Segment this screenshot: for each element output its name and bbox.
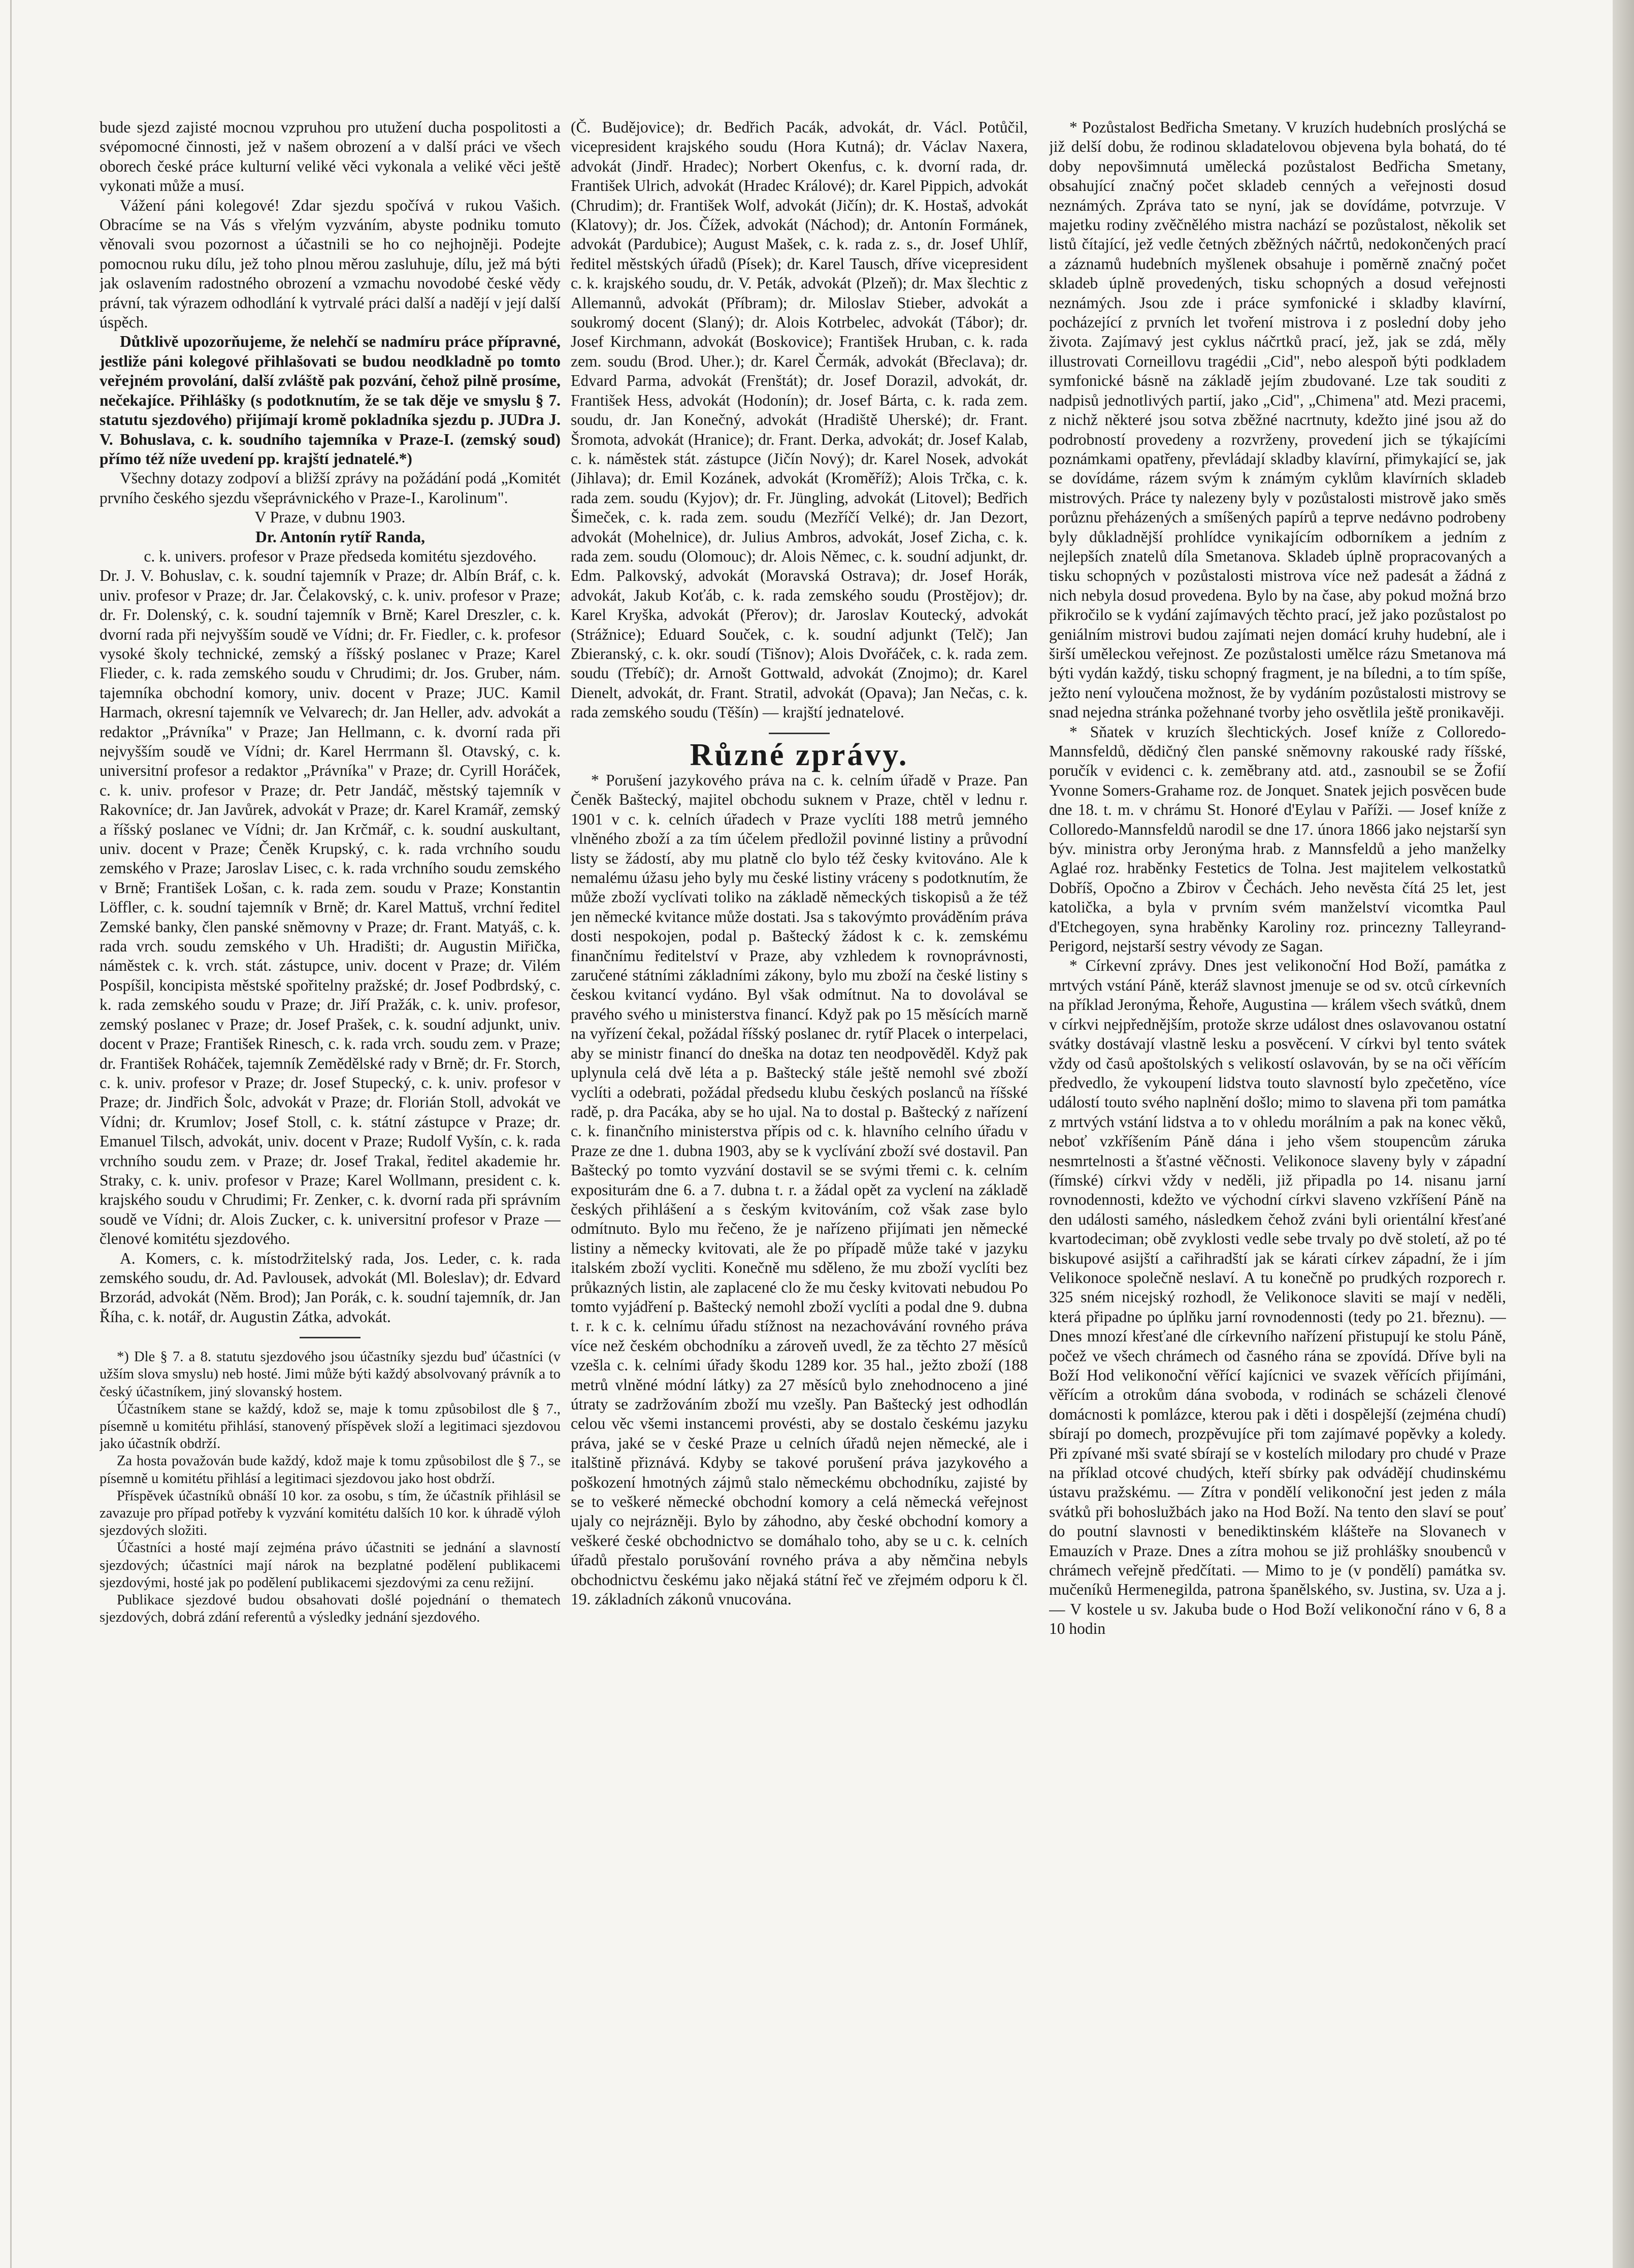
paragraph: Všechny dotazy zodpoví a bližší zprávy na požádání podá „Komitét prvního českého sjezdu všeprávnického v Praze-I., Karolinum".: [100, 469, 561, 507]
regional-list: (Č. Budějovice); dr. Bedřich Pacák, advokát, dr. Václ. Potůčil, vicepresident krajského soudu (Hora Kutná); dr. Václav Naxera, advokát (Jindř. Hradec); Norbert Okenfus, c. k. dvorní rada, dr. František Ulrich, advokát (Hradec Králové); dr. Karel Pippich, advokát (Chrudim); dr. František Wolf, advokát (Jičín); dr. K. Hostaš, advokát (Klatovy); dr. Jos. Čížek, advokát (Náchod); dr. Antonín Formánek, advokát (Pardubice); August Mašek, c. k. rada z. s., dr. Josef Uhlíř, ředitel městských úřadů (Písek); dr. Karel Tausch, dříve vicepresident c. k. krajského soudu, dr. V. Peták, advokát (Plzeň); dr. Max šlechtic z Allemannů, advokát (Příbram); dr. Miloslav Stieber, advokát a soukromý docent (Slaný); dr. Alois Kotrbelec, advokát (Tábor); dr. Josef Kirchmann, advokát (Boskovice); František Hruban, c. k. rada zem. soudu (Brod. Uher.); dr. Karel Čermák, advokát (Břeclava); dr. Edvard Parma, advokát (Frenštát); dr. Josef Dorazil, advokát, dr. František Hess, advokát (Hodonín); dr. Josef Bárta, c. k. rada zem. soudu, dr. Jan Konečný, advokát (Hradiště Uherské); dr. Frant. Šromota, advokát (Hranice); dr. Frant. Derka, advokát; dr. Josef Kalab, c. k. náměstek stát. zástupce (Jičín Nový); dr. Karel Nosek, advokát (Jihlava); dr. Emil Kozánek, advokát (Kroměříž); Alois Trčka, c. k. rada zem. soudu (Kyjov); dr. Fr. Jüngling, advokát (Litovel); Bedřich Šimeček, c. k. rada zem. soudu (Mezříčí Velké); dr. Jan Dezort, advokát (Mohelnice), dr. Julius Ambros, advokát, Josef Zicha, c. k. rada zem. soudu (Olomouc); dr. Alois Němec, c. k. soudní adjunkt, dr. Edm. Palkovský, advokát (Moravská Ostrava); dr. Josef Horák, advokát, Jakub Koťáb, c. k. rada zemského soudu (Prostějov); dr. Karel Kryška, advokát (Přerov); dr. Jaroslav Koutecký, advokát (Strážnice); Eduard Souček, c. k. soudní adjunkt (Telč); Jan Zbieranský, c. k. okr. soudí (Tišnov); Alois Dvořáček, c. k. rada zem. soudu (Třebíč); dr. Arnošt Gottwald, advokát (Znojmo); dr. Karel Dienelt, advokát, dr. Frant. Stratil, advokát (Opava); Jan Nečas, c. k. rada zemského soudu (Těšín) — krajští jednatelové.: [571, 118, 1028, 721]
footnote: Za hosta považován bude každý, kdož maje k tomu způsobilost dle § 7., se písemně u komitétu přihlásí a legitimaci sjezdovou jako host obdrží.: [100, 1453, 561, 1487]
signatory-title: c. k. univers. profesor v Praze předseda komitétu sjezdového.: [144, 547, 537, 565]
news-item: * Pozůstalost Bedřicha Smetany. V kruzích hudebních proslýchá se již delší dobu, že rodinou skladatelovou objevena byla bohatá, do té doby nepovšimnutá umělecká pozůstalost Bedřicha Smetany, obsahující značný počet skladeb cenných a veřejnosti dosud neznámých. Zpráva tato se nyní, jak se dovídáme, potvrzuje. V majetku rodiny zvěčnělého mistra nachází se pozůstalost, několik set listů čítající, jež vedle četných zběžných náčrtů, nedokončených prací a záznamů hudebních myšlenek obsahuje i poměrně značný počet skladeb úplně provedených, tisku schopných a dosud veřejnosti neznámých. Jsou zde i práce symfonické i skladby klavírní, pocházející z prvních let tvoření mistrova i z poslední doby jeho života. Zajímavý jest cyklus náčrtků prací, jež, jak se zdá, měly illustrovati Corneillovu tragédii „Cid", nebo alespoň býti podkladem symfonické básně na základě jejím zbudované. Lze tak souditi z nadpisů jednotlivých partií, jako „Cid", „Chimena" atd. Mezi pracemi, z nichž některé jsou sotva zběžné nacrtnuty, kdežto jiné jsou až do podrobností provedeny a rozvrženy, provedení jich se týkajícími poznámkami opatřeny, převládají skladby klavírní, přimykající se, jak se dovídáme, rázem svým k známým cyklům klavírních skladeb mistrových. Práce ty nalezeny byly v pozůstalosti mistrově jako směs porůznu přeházených a smíšených papírů a teprve nedávno podrobeny byly důkladnější prohlídce vynikajícím odborníkem a jedním z nejlepších znatelů díla Smetanova. Skladeb úplně propracovaných a tisku schopných v pozůstalosti mistrova více než padesát a žádná z nich nebyla dosud provedena. Bylo by na čase, aby pokud možná brzo přikročilo se k vydání zajímavých těchto prací, jež jako pozůstalost po geniálním mistrovi budou zajímati nejen domácí kruhy hudební, ale i širší uměleckou veřejnost. Ze pozůstalosti umělce rázu Smetanova má býti vydán každý, tisku schopný fragment, je na bíledni, a to tím spíše, ježto není vyloučena možnost, že by vydáním pozůstalosti mistrovy se snad nejedna stránka požehnané tvorby jeho osvětlila ještě pronikavěji.: [1049, 118, 1506, 721]
footnote: Příspěvek účastníků obnáší 10 kor. za osobu, s tím, že účastník přihlásil se zavazuje pro případ potřeby k vyzvání komitétu dalších 10 kor. k úhradě výloh sjezdových složiti.: [100, 1488, 561, 1539]
paragraph: bude sjezd zajisté mocnou vzpruhou pro utužení ducha pospolitosti a svépomocné činnosti, jež v našem obrození a v další práci ve všech oborech české práce kulturní veliké věci vykonala a veliké věci ještě vykonati může a musí.: [100, 118, 561, 195]
news-item: * Církevní zprávy. Dnes jest velikonoční Hod Boží, památka z mrtvých vstání Páně, kteráž slavnost jmenuje se od sv. otců církevních na příklad Jeronýma, Řehoře, Augustina — králem všech svátků, dnem v církvi nejpřednějším, protože skrze událost dnes oslavovanou ostatní svátky dostávají vlastně lesku a posvěcení. V církvi byl tento svátek vždy od časů apoštolských s velikostí oslavován, by se na oči věřícím předvedlo, že vykoupení lidstva touto slavností bylo zpečetěno, více událostí touto svého naplnění došlo; mimo to slavena při tom památka z mrtvých vstání lidstva a to v ohledu morálním a pak na konec věků, neboť vzkříšením Páně dána i jeho všem stoupencům záruka nesmrtelnosti a šťastné věčnosti. Velikonoce slaveny byly v západní (římské) církvi vždy v neděli, již připadla po 14. nisanu jarní rovnodennosti, kdežto ve východní církvi slaveno vzkříšení Páně na den události samého, následkem čehož zváni byli orientální křesťané kvartodeciman; obě zvyklosti vedle sebe trvaly po dvě století, až po té biskupové asijští a cařihradští jak se kárati církev západní, že i jím Velikonoce společně neslaví. A tu konečně po prudkých rozporech r. 325 sném nicejský rozhodl, že Velikonoce slaviti se mají v neděli, která připadne po úplňku jarní rovnodennosti (tedy po 21. březnu). — Dnes mnozí křesťané dle církevního nařízení přistupují ke stolu Páně, počež ve všech chrámech od časného rána se zpovídá. Dříve byli na Boží Hod velikonoční věřící kajícnici ve svazek věřících přijímáni, věřícím a otrokům dána svoboda, v rodinách se scházeli členové domácnosti k pomlázce, kterou pak i děti i dospělejší (zejména chudí) sbírají po domech, prozpěvujíce při tom zajímavé popěvky a koledy. Při zpívané mši svaté sbírají se v kostelích milodary pro chudé v Praze na příklad otcové chudých, kteří sbírky pak odvádějí chudinskému ústavu pražskému. — Zítra v pondělí velikonoční jest jeden z mála svátků při bohoslužbách jako na Hod Boží. Na tento den slaví se pouť do poutní slavnosti v benediktinském klášteře na Slovanech v Emauzích v Praze. Dnes a zítra mohou se již prohlášky snoubenců v chrámech veřejně předčítati. — Mimo to je (v pondělí) památka sv. mučeníků Hermenegilda, patrona španělského, sv. Justina, sv. Uza a j. — V kostele u sv. Jakuba bude o Hod Boží velikonoční ráno v 6, 8 a 10 hodin: [1049, 957, 1506, 1638]
news-item: * Sňatek v kruzích šlechtických. Josef kníže z Colloredo-Mannsfeldů, dědičný člen panské sněmovny rakouské rady říšské, poručík v evidenci c. k. zeměbrany atd. atd., zasnoubil se se Žofií Yvonne Somers-Grahame roz. de Jonquet. Snatek jejich posvěcen bude dne 18. t. m. v chrámu St. Honoré d'Eylau v Paříži. — Josef kníže z Colloredo-Mannsfeldů narodil se dne 17. února 1866 jako nejstarší syn býv. ministra orby Jeronýma hrab. z Mannsfeldů a jeho manželky Aglaé roz. hraběnky Festetics de Tolna. Jest majitelem velkostatků Dobříš, Opočno a Zbirov v Čechách. Jeho nevěsta čítá 25 let, jest katolička, a byla v prvním svém manželství vicomtka Paul d'Etchegoyen, syna hraběnky Karoliny roz. princezny Talleyrand-Perigord, nejstarší sestry vévody ze Sagan.: [1049, 722, 1506, 956]
date-line: V Praze, v dubnu 1903.: [254, 508, 406, 527]
signatory-name: Dr. Antonín rytíř Randa,: [255, 528, 425, 546]
divider: [300, 1337, 361, 1338]
footnote: Účastníci a hosté mají zejména právo účastniti se jednání a slavností sjezdových; účastníci mají nárok na bezplatné podělení publikacemi sjezdovými, hosté jak po podělení publikacemi sjezdovými za cenu režijní.: [100, 1540, 561, 1591]
footnote: *) Dle § 7. a 8. statutu sjezdového jsou účastníky sjezdu buď účastníci (v užším slova smyslu) neb hosté. Jimi může býti každý absolvovaný právník a to český účastníkem, jiný slovanský hostem.: [100, 1349, 561, 1400]
column-left: [100, 118, 561, 2149]
paragraph: Důtklivě upozorňujeme, že nelehčí se nadmíru práce přípravné, jestliže páni kolegové přihlašovati se budou neodkladně po tomto veřejném provolání, další zvláště pak pozvání, čehož pilně prosíme, nečekajíce. Přihlášky (s podotknutím, že se tak děje ve smyslu § 7. statutu sjezdového) přijímají kromě pokladníka sjezdu p. JUDra J. V. Bohuslava, c. k. soudního tajemníka v Praze-I. (zemský soud) přímo též níže uvedení pp. krajští jednatelé.*): [100, 333, 561, 468]
committee-list: Dr. J. V. Bohuslav, c. k. soudní tajemník v Praze; dr. Albín Bráf, c. k. univ. profesor v Praze; dr. Jar. Čelakovský, c. k. univ. profesor v Praze; dr. Fr. Dolenský, c. k. soudní tajemník v Brně; Karel Dreszler, c. k. dvorní rada při nejvyšším soudě ve Vídni; dr. Fr. Fiedler, c. k. profesor vysoké školy technické, zemský a říšský poslanec v Praze; Karel Flieder, c. k. rada zemského soudu v Chrudimi; dr. Jos. Gruber, nám. tajemníka obchodní komory, univ. docent v Praze; JUC. Kamil Harmach, okresní tajemník ve Velvarech; dr. Jan Heller, adv. advokát a redaktor „Právníka" v Praze; Jan Hellmann, c. k. dvorní rada při nejvyšším soudě ve Vídni; dr. Karel Herrmann šl. Otavský, c. k. universitní profesor a redaktor „Právníka" v Praze; dr. Cyrill Horáček, c. k. univ. profesor v Praze; dr. Petr Jandáč, městský tajemník v Rakovníce; dr. Jan Javůrek, advokát v Praze; dr. Karel Kramář, zemský a říšský poslanec ve Vídni; dr. Jan Krčmář, c. k. soudní auskultant, univ. docent v Praze; Čeněk Krupský, c. k. rada vrchního soudu zemského v Praze; Jaroslav Lisec, c. k. rada vrchního soudu zemského v Brně; František Lošan, c. k. rada zem. soudu v Praze; Konstantin Löffler, c. k. soudní tajemník v Brně; dr. Karel Mattuš, vrchní ředitel Zemské banky, člen panské sněmovny v Praze; dr. Frant. Matyáš, c. k. rada vrch. soudu zemského v Uh. Hradišti; dr. Augustin Miřička, náměstek c. k. vrch. stát. zástupce, univ. docent v Praze; dr. Vilém Pospíšil, koncipista městské spořitelny pražské; dr. Josef Podbrdský, c. k. rada zemského soudu v Praze; dr. Jiří Pražák, c. k. univ. profesor, zemský poslanec v Praze; dr. Josef Prašek, c. k. soudní adjunkt, univ. docent v Praze; František Rinesch, c. k. rada vrch. soudu zem. v Praze; dr. František Roháček, tajemník Zemědělské rady v Brně; dr. Fr. Storch, c. k. univ. profesor v Praze; dr. Josef Stupecký, c. k. univ. profesor v Praze; dr. Jindřich Šolc, advokát v Praze; dr. Florián Stoll, advokát ve Vídni; dr. Krumlov; Josef Stoll, c. k. státní zástupce v Praze; dr. Emanuel Tilsch, advokát, univ. docent v Praze; Rudolf Vyšín, c. k. rada vrchního soudu zem. v Praze; dr. Josef Trakal, ředitel akademie hr. Straky, c. k. univ. profesor v Praze; Karel Wollmann, president c. k. krajského soudu v Chrudimi; Fr. Zenker, c. k. dvorní rada při správním soudě ve Vídni; dr. Alois Zucker, c. k. universitní profesor v Praze — členové komitétu sjezdového.: [100, 567, 561, 1248]
page-edge: [1613, 0, 1634, 2268]
column-right: [1049, 118, 1506, 2149]
column-middle: [571, 118, 1028, 2149]
footnote: Publikace sjezdové budou obsahovati došlé pojednání o thematech sjezdových, dobrá zdání referentů a výsledky jednání sjezdového.: [100, 1592, 561, 1626]
delegates-list: A. Komers, c. k. místodržitelský rada, Jos. Leder, c. k. rada zemského soudu, dr. Ad. Pavlousek, advokát (Ml. Boleslav); dr. Edvard Brzorád, advokát (Něm. Brod); Jan Porák, c. k. soudní tajemník, dr. Jan Říha, c. k. notář, dr. Augustin Zátka, advokát.: [100, 1249, 561, 1326]
section-title: Různé zprávy.: [690, 737, 909, 772]
paragraph: Vážení páni kolegové! Zdar sjezdu spočívá v rukou Vašich. Obracíme se na Vás s vřelým vyzváním, abyste podniku tomuto věnovali svou pozornost a účastnili se ho co nejhojněji. Podejte pomocnou ruku dílu, jež toho plnou měrou zasluhuje, dílu, jež má býti jak oslavením radostného obrození a vzmachu novodobé české vědy právní, tak výrazem odhodlání k vytrvalé práci další a nadějí v její další úspěch.: [100, 196, 561, 332]
footnote: Účastníkem stane se každý, kdož se, maje k tomu způsobilost dle § 7., písemně u komitétu přihlásí, stanovený příspěvek složí a legitimaci sjezdovou jako účastník obdrží.: [100, 1401, 561, 1452]
footnote-block: [100, 1349, 561, 1626]
left-gutter: [0, 0, 12, 2268]
news-item: * Porušení jazykového práva na c. k. celním úřadě v Praze. Pan Čeněk Baštecký, majitel obchodu suknem v Praze, chtěl v lednu r. 1901 v c. k. celních úřadech v Praze vyclíti 188 metrů jemného vlněného zboží a za tím účelem předložil povinné listiny a průvodní listy se žádostí, aby mu platně clo bylo též česky kvitováno. Ale k nemalému úžasu jeho byly mu české listiny vráceny s podotknutím, že může zboží vyclívati toliko na základě německých tiskopisů a že též jen německé kvitance může dostati. Jsa s takovýmto prováděním práva dosti nespokojen, podal p. Baštecký žádost k c. k. zemskému finančnímu ředitelství v Praze, aby vzhledem k rovnoprávnosti, zaručené státními základními zákony, bylo mu zboží na české listiny s českou kvitancí vydáno. Byl však odmítnut. Na to dovolával se pravého svého u ministerstva financí. Když pak po 15 měsících marně na vyřízení čekal, požádal říšský poslanec dr. rytíř Placek o interpelaci, aby se ministr financí do dneška na dotaz ten neodpověděl. Když pak uplynula celá dvě léta a p. Baštecký stále ještě nemohl své zboží vyclíti a odebrati, požádal předsedu klubu českých poslanců na říšské radě, p. dra Pacáka, aby se ho ujal. Na to dostal p. Baštecký z nařízení c. k. finančního ministerstva přípis od c. k. hlavního celního úřadu v Praze ze dne 1. dubna 1903, aby se k vyclívání zboží své dostavil. Pan Baštecký po tomto vyzvání dostavil se se svými třemi c. k. celním expositurám dne 6. a 7. dubna t. r. a žádal opět za vyclení na základě českých přihlášení a s českým kvitováním, což však zase bylo odmítnuto. Bylo mu řečeno, že je nařízeno přijímati jen německé listiny a německy kvitovati, ale že po případě může také v jazyku italském zboží vycliti. Konečně mu sděleno, že mu zboží vyclíti bez průkazných listin, ale zaplacené clo že mu česky kvitovati nebudou Po tomto vyjádření p. Baštecký nemohl zboží vyclíti a podal dne 9. dubna t. r. k c. k. celnímu úřadu stížnost na nezachovávání rovného práva více než českém obchodníku a zároveň uvedl, že za těchto 27 měsíců vzešla c. k. celními úřady škodu 1289 kor. 35 hal., ježto zboží (188 metrů vlněné módní látky) za 27 měsíců bylo znehodnoceno a jiné útraty se zadržováním zboží mu vzešly. Pan Baštecký jest odhodlán celou věc všemi instancemi provésti, aby se dostalo českému jazyku práva, jaké se v české Praze u celních úřadů nejen německé, ale i italštině přiznává. Kdyby se takové porušení práva jazykového a poškození hmotných zájmů stalo německému obchodníku, zajisté by se to veškeré německé obchodní komory a celá německá veřejnost ujaly co nejrázněji. Bylo by záhodno, aby české obchodní komory a veškeré české obchodnictvo se domáhalo toho, aby se u c. k. celních úřadů přestalo porušování rovného práva a aby němčina nebyls obchodnictvu českému jako nějaká státní řeč ve zřejmém odporu k čl. 19. základních zákonů vnucována.: [571, 771, 1028, 1608]
divider: [769, 733, 830, 734]
